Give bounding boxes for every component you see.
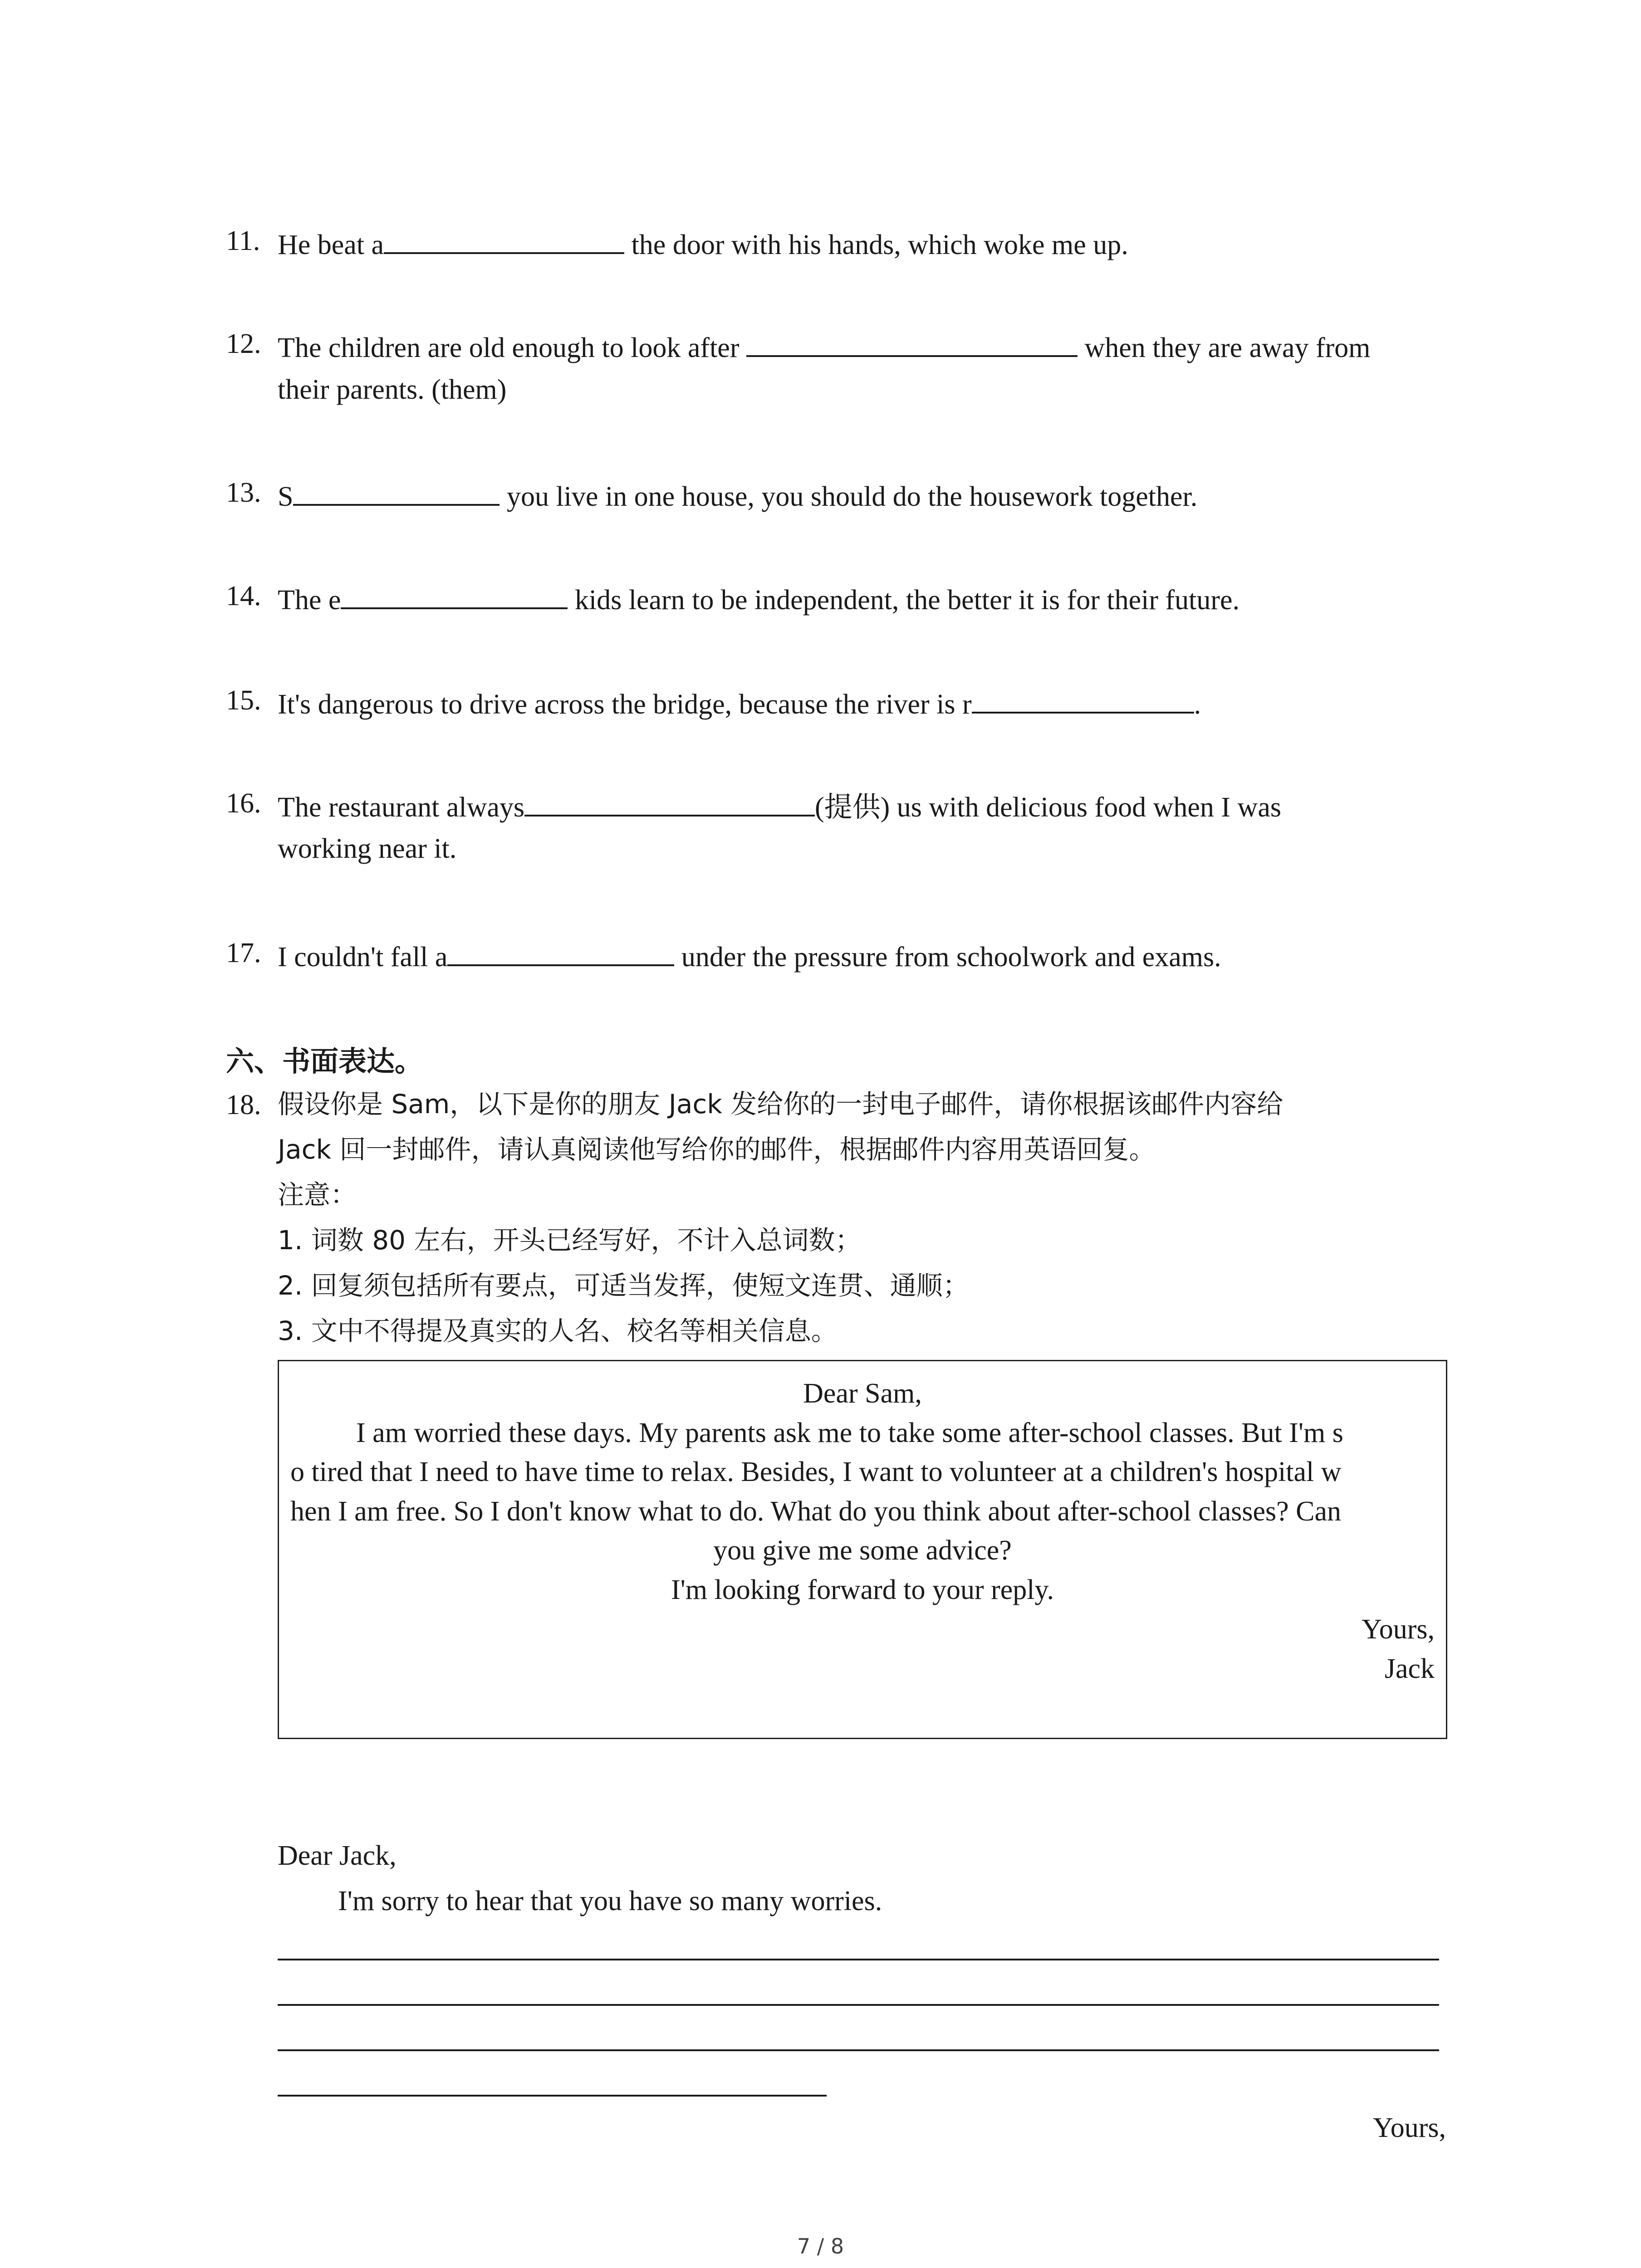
question-15 [278, 686, 1201, 719]
letter-closing: Yours, [1362, 1614, 1435, 1645]
reply-closing: Yours, [1373, 2112, 1446, 2143]
question-text: The children are old enough to look after [278, 332, 746, 363]
question-number: 16. [226, 788, 261, 819]
question-number: 17. [226, 938, 261, 968]
note-label: 注意： [278, 1179, 357, 1210]
letter-box [278, 1360, 1447, 1739]
question-text: The e [278, 584, 341, 616]
question-text: S [278, 481, 294, 512]
page-number: 7 / 8 [797, 2234, 844, 2258]
question-text: It's dangerous to drive across the bridge, because the river is r [278, 689, 972, 720]
question-16 [278, 789, 1281, 821]
answer-blank[interactable] [293, 479, 500, 506]
question-text: The restaurant always [278, 792, 524, 823]
note-rule: 1. 词数 80 左右，开头已经写好，不计入总词数； [278, 1225, 862, 1256]
question-text: the door with his hands, which woke me up. [624, 229, 1128, 260]
answer-blank[interactable] [384, 227, 624, 254]
letter-line: I am worried these days. My parents ask me to take some after-school classes. But I'm s [356, 1418, 1343, 1448]
question-number: 18. [226, 1090, 261, 1120]
answer-blank[interactable] [341, 582, 568, 609]
question-17 [278, 939, 1221, 971]
question-text: you live in one house, you should do the housework together. [500, 481, 1198, 512]
question-text: when they are away from [1077, 332, 1371, 363]
question-13 [278, 479, 1197, 511]
question-number: 15. [226, 685, 261, 716]
question-text: He beat a [278, 229, 384, 260]
question-text: kids learn to be independent, the better it is for their future. [568, 584, 1240, 616]
answer-blank[interactable] [972, 686, 1194, 714]
note-rule: 3. 文中不得提及真实的人名、校名等相关信息。 [278, 1315, 838, 1346]
letter-signature: Jack [1384, 1653, 1435, 1684]
question-text: under the pressure from schoolwork and exams. [674, 941, 1221, 973]
writing-prompt: 假设你是 Sam，以下是你的朋友 Jack 发给你的一封电子邮件，请你根据该邮件内容给 [278, 1089, 1283, 1119]
question-text: (提供) us with delicious food when I was [814, 792, 1281, 823]
reply-opening: I'm sorry to hear that you have so many worries. [338, 1886, 882, 1916]
letter-line: you give me some advice? [713, 1535, 1012, 1566]
question-number: 11. [226, 225, 260, 256]
writing-line[interactable] [278, 2004, 1439, 2006]
writing-line[interactable] [278, 1959, 1439, 1960]
section-heading: 六、书面表达。 [226, 1045, 423, 1078]
writing-line[interactable] [278, 2049, 1439, 2051]
question-16-line2: working near it. [278, 833, 457, 864]
writing-line[interactable] [278, 2095, 827, 2097]
question-11 [278, 227, 1128, 259]
question-text: . [1194, 689, 1201, 720]
letter-greeting: Dear Sam, [803, 1378, 922, 1409]
answer-blank[interactable] [447, 939, 674, 966]
question-12 [278, 330, 1371, 362]
question-number: 13. [226, 477, 261, 508]
letter-line: o tired that I need to have time to relax. Besides, I want to volunteer at a children's hospital w [290, 1457, 1342, 1487]
letter-line: hen I am free. So I don't know what to do. What do you think about after-school classes? Can [290, 1496, 1342, 1527]
question-12-line2: their parents. (them) [278, 374, 507, 405]
answer-blank[interactable] [524, 789, 815, 816]
writing-prompt: Jack 回一封邮件，请认真阅读他写给你的邮件，根据邮件内容用英语回复。 [278, 1134, 1156, 1165]
letter-line: I'm looking forward to your reply. [671, 1574, 1054, 1605]
question-14 [278, 582, 1239, 614]
question-number: 12. [226, 328, 261, 359]
reply-greeting: Dear Jack, [278, 1840, 397, 1871]
note-rule: 2. 回复须包括所有要点，可适当发挥，使短文连贯、通顺； [278, 1270, 969, 1301]
answer-blank[interactable] [746, 330, 1078, 357]
question-number: 14. [226, 581, 261, 611]
question-text: I couldn't fall a [278, 941, 448, 973]
